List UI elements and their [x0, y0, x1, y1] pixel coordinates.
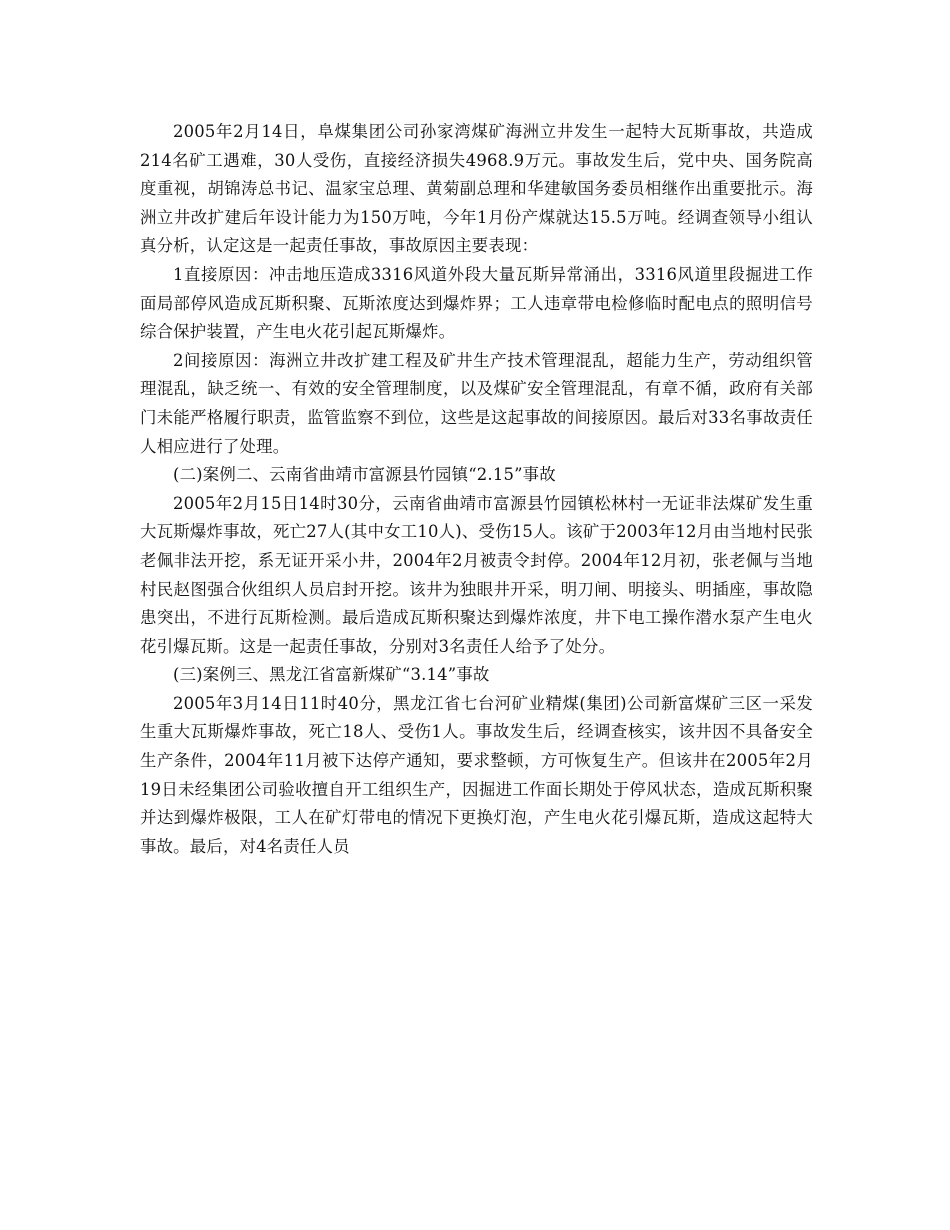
paragraph-direct-cause: 1直接原因：冲击地压造成3316风道外段大量瓦斯异常涌出，3316风道里段掘进工作面局部停风造成瓦斯积聚、瓦斯浓度达到爆炸界；工人违章带电检修临时配电点的照明信号综合保护装置，产生电火花引起瓦斯爆炸。 — [140, 264, 813, 342]
paragraph-case-two-detail: 2005年2月15日14时30分，云南省曲靖市富源县竹园镇松林村一无证非法煤矿发生重大瓦斯爆炸事故，死亡27人(其中女工10人)、受伤15人。该矿于2003年12月由当地村民张老佩非法开挖，系无证开采小井，2004年2月被责令封停。2004年12月初，张老佩与当地村民赵图强合伙组织人员启封开挖。该井为独眼井开采，明刀闸、明接头、明插座，事故隐患突出，不进行瓦斯检测。最后造成瓦斯积聚达到爆炸浓度，井下电工操作潜水泵产生电火花引爆瓦斯。这是一起责任事故，分别对3名责任人给予了处分。 — [140, 493, 813, 656]
document-body — [140, 118, 813, 861]
paragraph-fuxin-accident: 2005年2月14日，阜煤集团公司孙家湾煤矿海洲立井发生一起特大瓦斯事故，共造成214名矿工遇难，30人受伤，直接经济损失4968.9万元。事故发生后，党中央、国务院高度重视，胡锦涛总书记、温家宝总理、黄菊副总理和华建敏国务委员相继作出重要批示。海洲立井改扩建后年设计能力为150万吨，今年1月份产煤就达15.5万吨。经调查领导小组认真分析，认定这是一起责任事故，事故原因主要表现： — [140, 122, 813, 256]
section-heading-case-two: (二)案例二、云南省曲靖市富源县竹园镇“2.15”事故 — [173, 465, 556, 485]
paragraph-case-three-detail: 2005年3月14日11时40分，黑龙江省七台河矿业精煤(集团)公司新富煤矿三区一采发生重大瓦斯爆炸事故，死亡18人、受伤1人。事故发生后，经调查核实，该井因不具备安全生产条件，2004年11月被下达停产通知，要求整顿，方可恢复生产。但该井在2005年2月19日未经集团公司验收擅自开工组织生产，因掘进工作面长期处于停风状态，造成瓦斯积聚并达到爆炸极限，工人在矿灯带电的情况下更换灯泡，产生电火花引爆瓦斯，造成这起特大事故。最后，对4名责任人员 — [140, 693, 813, 856]
section-heading-case-three: (三)案例三、黑龙江省富新煤矿“3.14”事故 — [173, 665, 490, 685]
paragraph-indirect-cause: 2间接原因：海洲立井改扩建工程及矿井生产技术管理混乱，超能力生产，劳动组织管理混乱，缺乏统一、有效的安全管理制度，以及煤矿安全管理混乱，有章不循，政府有关部门未能严格履行职责，监管监察不到位，这些是这起事故的间接原因。最后对33名事故责任人相应进行了处理。 — [140, 350, 813, 456]
